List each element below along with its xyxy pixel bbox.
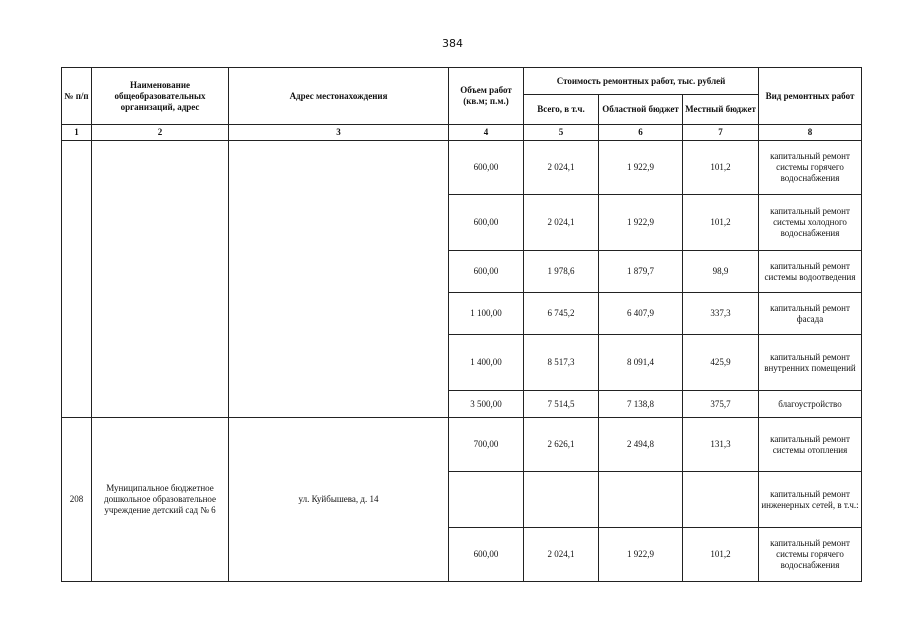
volume-cell: 600,00: [449, 528, 524, 582]
total-cost-cell: 2 024,1: [524, 528, 599, 582]
column-number: 3: [229, 125, 449, 141]
local-budget-cell: 375,7: [683, 391, 759, 418]
regional-budget-cell: 1 922,9: [599, 195, 683, 251]
header-repair-type: Вид ремонтных работ: [759, 68, 862, 125]
total-cost-cell: 2 024,1: [524, 141, 599, 195]
header-cost-group: Стоимость ремонтных работ, тыс. рублей: [524, 68, 759, 95]
local-budget-cell: 101,2: [683, 195, 759, 251]
regional-budget-cell: [599, 472, 683, 528]
regional-budget-cell: 8 091,4: [599, 335, 683, 391]
header-volume: Объем работ (кв.м; п.м.): [449, 68, 524, 125]
volume-cell: 1 400,00: [449, 335, 524, 391]
total-cost-cell: 6 745,2: [524, 293, 599, 335]
table-row: [62, 141, 862, 195]
local-budget-cell: 98,9: [683, 251, 759, 293]
total-cost-cell: 2 024,1: [524, 195, 599, 251]
regional-budget-cell: 2 494,8: [599, 418, 683, 472]
column-number: 1: [62, 125, 92, 141]
regional-budget-cell: 7 138,8: [599, 391, 683, 418]
continued-address-cell: [229, 141, 449, 418]
header-address: Адрес местонахождения: [229, 68, 449, 125]
local-budget-cell: 337,3: [683, 293, 759, 335]
repair-works-table: [61, 67, 862, 582]
repair-type-cell: благоустройство: [759, 391, 862, 418]
address-cell: ул. Куйбышева, д. 14: [229, 418, 449, 582]
total-cost-cell: 2 626,1: [524, 418, 599, 472]
regional-budget-cell: 1 922,9: [599, 141, 683, 195]
total-cost-cell: 7 514,5: [524, 391, 599, 418]
header-local-budget: Местный бюджет: [683, 95, 759, 125]
continued-name-cell: [92, 141, 229, 418]
repair-type-cell: капитальный ремонт инженерных сетей, в т.ч.:: [759, 472, 862, 528]
volume-cell: 3 500,00: [449, 391, 524, 418]
volume-cell: 700,00: [449, 418, 524, 472]
header-number: № п/п: [62, 68, 92, 125]
local-budget-cell: [683, 472, 759, 528]
repair-type-cell: капитальный ремонт внутренних помещений: [759, 335, 862, 391]
organization-name-cell: Муниципальное бюджетное дошкольное образовательное учреждение детский сад № 6: [92, 418, 229, 582]
total-cost-cell: 8 517,3: [524, 335, 599, 391]
volume-cell: 600,00: [449, 195, 524, 251]
column-number: 6: [599, 125, 683, 141]
repair-type-cell: капитальный ремонт системы горячего водоснабжения: [759, 528, 862, 582]
repair-type-cell: капитальный ремонт фасада: [759, 293, 862, 335]
repair-type-cell: капитальный ремонт системы водоотведения: [759, 251, 862, 293]
local-budget-cell: 101,2: [683, 141, 759, 195]
column-numbers-row: [62, 125, 862, 141]
local-budget-cell: 101,2: [683, 528, 759, 582]
continued-number-cell: [62, 141, 92, 418]
header-regional-budget: Областной бюджет: [599, 95, 683, 125]
page-number: 384: [442, 37, 463, 50]
entry-number-cell: 208: [62, 418, 92, 582]
column-number: 2: [92, 125, 229, 141]
header-row-top: [62, 68, 862, 95]
repair-type-cell: капитальный ремонт системы горячего водоснабжения: [759, 141, 862, 195]
local-budget-cell: 131,3: [683, 418, 759, 472]
volume-cell: 600,00: [449, 141, 524, 195]
total-cost-cell: 1 978,6: [524, 251, 599, 293]
column-number: 4: [449, 125, 524, 141]
volume-cell: 1 100,00: [449, 293, 524, 335]
column-number: 8: [759, 125, 862, 141]
total-cost-cell: [524, 472, 599, 528]
column-number: 7: [683, 125, 759, 141]
header-total: Всего, в т.ч.: [524, 95, 599, 125]
regional-budget-cell: 1 879,7: [599, 251, 683, 293]
volume-cell: [449, 472, 524, 528]
table-row: [62, 418, 862, 472]
column-number: 5: [524, 125, 599, 141]
volume-cell: 600,00: [449, 251, 524, 293]
header-organization-name: Наименование общеобразовательных организаций, адрес: [92, 68, 229, 125]
regional-budget-cell: 1 922,9: [599, 528, 683, 582]
repair-type-cell: капитальный ремонт системы холодного водоснабжения: [759, 195, 862, 251]
local-budget-cell: 425,9: [683, 335, 759, 391]
regional-budget-cell: 6 407,9: [599, 293, 683, 335]
repair-type-cell: капитальный ремонт системы отопления: [759, 418, 862, 472]
